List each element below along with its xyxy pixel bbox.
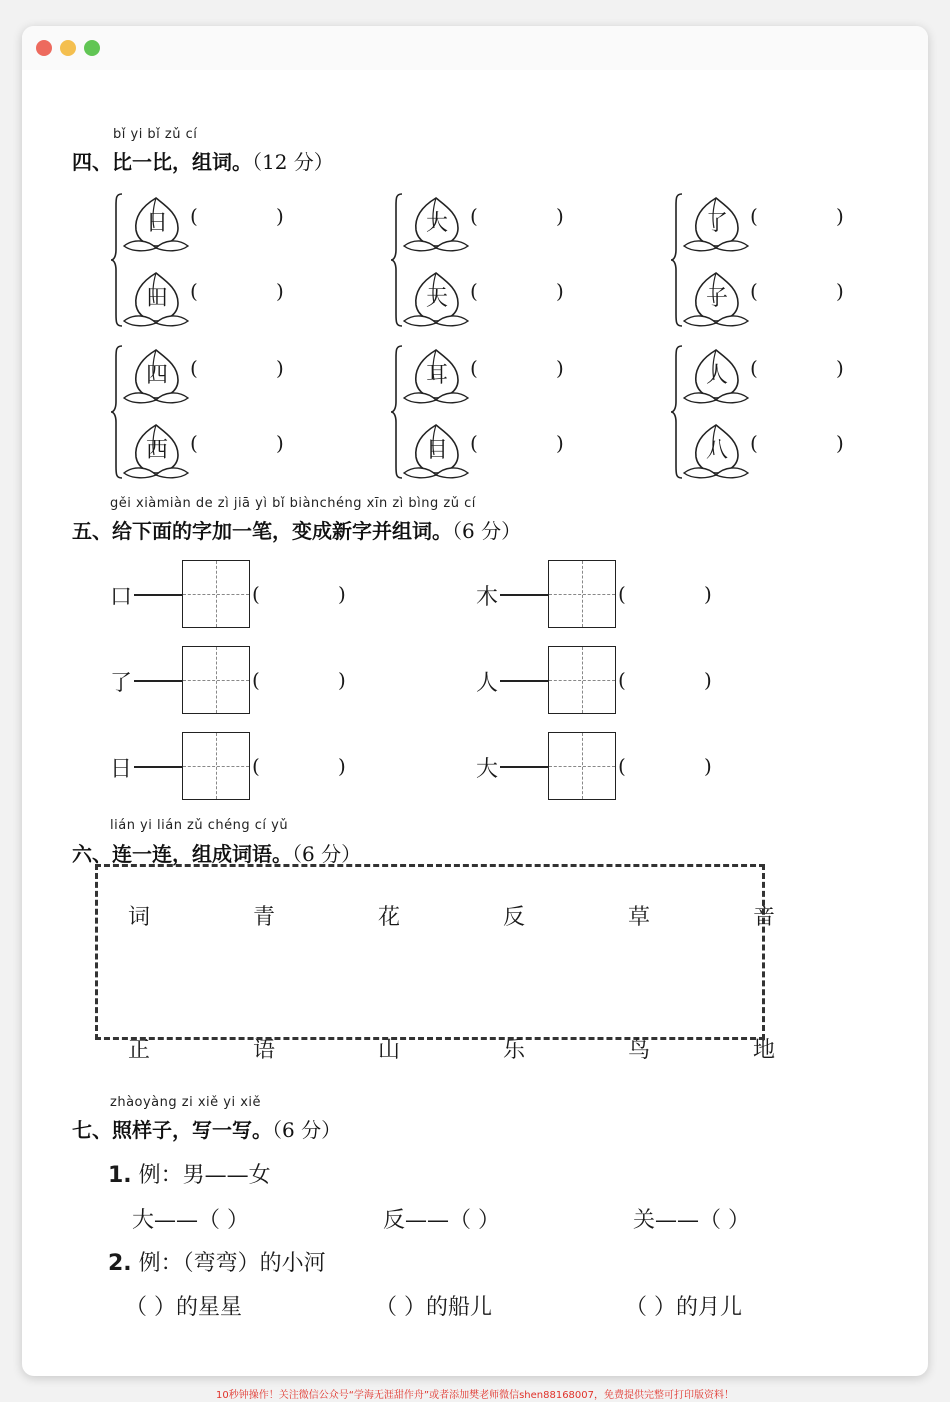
peach-character: 子 — [705, 286, 728, 311]
peach-icon — [680, 194, 750, 256]
section4-title: 四、比一比，组词。 — [72, 150, 252, 174]
connector-line — [134, 766, 182, 768]
answer-blank-close[interactable]: ) — [836, 279, 844, 303]
answer-blank-close[interactable]: ) — [704, 754, 712, 778]
answer-blank-close[interactable]: ) — [704, 668, 712, 692]
connect-char-bottom[interactable]: 正 — [128, 1038, 151, 1063]
answer-blank-close[interactable]: ) — [276, 431, 284, 455]
section4-heading — [72, 146, 334, 175]
peach-icon — [680, 421, 750, 483]
section5-score: （6 分） — [452, 519, 522, 543]
section4-score: （12 分） — [252, 150, 334, 174]
q2-example: 例：（弯弯）的小河 — [138, 1251, 326, 1276]
peach-character: 八 — [705, 438, 728, 463]
q2-item[interactable]: （ ）的月儿 — [625, 1295, 742, 1320]
answer-blank-open[interactable]: ( — [190, 431, 198, 455]
connect-char-top[interactable]: 词 — [128, 905, 151, 930]
answer-blank-open[interactable]: ( — [750, 431, 758, 455]
peach-character: 天 — [425, 286, 448, 311]
q1-label: 1. — [108, 1163, 132, 1188]
writing-grid-box[interactable] — [548, 732, 616, 800]
peach-icon — [400, 421, 470, 483]
q2-example-line — [108, 1246, 326, 1277]
peach-character: 目 — [425, 438, 448, 463]
maximize-window-button[interactable] — [84, 40, 100, 56]
answer-blank-open[interactable]: ( — [470, 204, 478, 228]
connector-line — [134, 594, 182, 596]
answer-blank-open[interactable]: ( — [618, 754, 626, 778]
section4-pinyin: bǐ yi bǐ zǔ cí — [113, 127, 198, 142]
connect-char-bottom[interactable]: 山 — [378, 1038, 401, 1063]
answer-blank-open[interactable]: ( — [252, 582, 260, 606]
q1-item[interactable]: 关——（ ） — [633, 1208, 750, 1233]
peach-character: 耳 — [425, 363, 448, 388]
section6-heading — [72, 838, 361, 867]
writing-grid-box[interactable] — [548, 646, 616, 714]
peach-character: 日 — [145, 211, 168, 236]
answer-blank-close[interactable]: ) — [836, 204, 844, 228]
base-character: 人 — [476, 671, 499, 696]
answer-blank-open[interactable]: ( — [190, 204, 198, 228]
peach-icon — [400, 269, 470, 331]
answer-blank-close[interactable]: ) — [704, 582, 712, 606]
section6-score: （6 分） — [292, 842, 362, 866]
q1-example-line — [108, 1158, 271, 1189]
section5-heading — [72, 515, 521, 544]
connect-char-top[interactable]: 反 — [503, 905, 526, 930]
answer-blank-open[interactable]: ( — [252, 754, 260, 778]
connect-char-top[interactable]: 草 — [628, 905, 651, 930]
base-character: 口 — [110, 585, 133, 610]
peach-character: 人 — [705, 363, 728, 388]
q2-label: 2. — [108, 1251, 132, 1276]
peach-icon — [680, 269, 750, 331]
answer-blank-open[interactable]: ( — [252, 668, 260, 692]
connect-box — [95, 864, 765, 1040]
answer-blank-open[interactable]: ( — [618, 668, 626, 692]
answer-blank-close[interactable]: ) — [836, 431, 844, 455]
peach-icon — [120, 269, 190, 331]
section6-title: 六、连一连，组成词语。 — [72, 842, 292, 866]
base-character: 木 — [476, 585, 499, 610]
promo-footer: 10秒钟操作！关注微信公众号“学海无涯甜作舟”或者添加樊老师微信shen88168007，免费提供完整可打印版资料！ — [215, 1390, 735, 1401]
connector-line — [500, 766, 548, 768]
answer-blank-open[interactable]: ( — [190, 279, 198, 303]
answer-blank-close[interactable]: ) — [276, 356, 284, 380]
answer-blank-open[interactable]: ( — [750, 279, 758, 303]
writing-grid-box[interactable] — [548, 560, 616, 628]
title-bar — [22, 26, 928, 70]
answer-blank-close[interactable]: ) — [338, 582, 346, 606]
answer-blank-open[interactable]: ( — [618, 582, 626, 606]
connect-char-bottom[interactable]: 鸟 — [628, 1038, 651, 1063]
peach-character: 西 — [145, 438, 168, 463]
section7-pinyin: zhàoyàng zi xiě yi xiě — [110, 1095, 262, 1110]
writing-grid-box[interactable] — [182, 732, 250, 800]
answer-blank-close[interactable]: ) — [556, 204, 564, 228]
section7-score: （6 分） — [272, 1118, 342, 1142]
base-character: 大 — [476, 757, 499, 782]
base-character: 日 — [110, 757, 133, 782]
q2-item[interactable]: （ ）的船儿 — [375, 1295, 492, 1320]
answer-blank-close[interactable]: ) — [276, 279, 284, 303]
peach-icon — [400, 194, 470, 256]
answer-blank-close[interactable]: ) — [556, 279, 564, 303]
q1-item[interactable]: 反——（ ） — [383, 1208, 500, 1233]
close-window-button[interactable] — [36, 40, 52, 56]
section5-title: 五、给下面的字加一笔，变成新字并组词。 — [72, 519, 452, 543]
answer-blank-open[interactable]: ( — [470, 279, 478, 303]
connect-char-bottom[interactable]: 语 — [253, 1038, 276, 1063]
answer-blank-close[interactable]: ) — [836, 356, 844, 380]
peach-character: 了 — [705, 211, 728, 236]
answer-blank-open[interactable]: ( — [750, 356, 758, 380]
writing-grid-box[interactable] — [182, 560, 250, 628]
section6-pinyin: lián yi lián zǔ chéng cí yǔ — [110, 818, 289, 833]
peach-icon — [120, 194, 190, 256]
section7-heading — [72, 1114, 341, 1143]
peach-character: 田 — [145, 286, 168, 311]
peach-icon — [120, 421, 190, 483]
connector-line — [500, 594, 548, 596]
peach-icon — [400, 346, 470, 408]
answer-blank-open[interactable]: ( — [750, 204, 758, 228]
connector-line — [500, 680, 548, 682]
answer-blank-close[interactable]: ) — [556, 431, 564, 455]
q1-example: 例：男——女 — [138, 1163, 271, 1188]
connect-char-bottom[interactable]: 地 — [753, 1038, 776, 1063]
answer-blank-open[interactable]: ( — [470, 431, 478, 455]
q1-item[interactable]: 大——（ ） — [132, 1208, 249, 1233]
minimize-window-button[interactable] — [60, 40, 76, 56]
peach-icon — [120, 346, 190, 408]
answer-blank-close[interactable]: ) — [338, 754, 346, 778]
peach-character: 大 — [425, 211, 448, 236]
section5-pinyin: gěi xiàmiàn de zì jiā yì bǐ biànchéng xīn zì bìng zǔ cí — [110, 496, 476, 511]
base-character: 了 — [110, 671, 133, 696]
section7-title: 七、照样子，写一写。 — [72, 1118, 272, 1142]
peach-character: 四 — [145, 363, 168, 388]
answer-blank-close[interactable]: ) — [556, 356, 564, 380]
answer-blank-open[interactable]: ( — [470, 356, 478, 380]
answer-blank-close[interactable]: ) — [276, 204, 284, 228]
connector-line — [134, 680, 182, 682]
connect-char-top[interactable]: 花 — [378, 905, 401, 930]
connect-char-top[interactable]: 音 — [753, 905, 776, 930]
connect-char-bottom[interactable]: 乐 — [503, 1038, 526, 1063]
answer-blank-open[interactable]: ( — [190, 356, 198, 380]
q2-item[interactable]: （ ）的星星 — [125, 1295, 242, 1320]
peach-icon — [680, 346, 750, 408]
connect-char-top[interactable]: 青 — [253, 905, 276, 930]
writing-grid-box[interactable] — [182, 646, 250, 714]
answer-blank-close[interactable]: ) — [338, 668, 346, 692]
